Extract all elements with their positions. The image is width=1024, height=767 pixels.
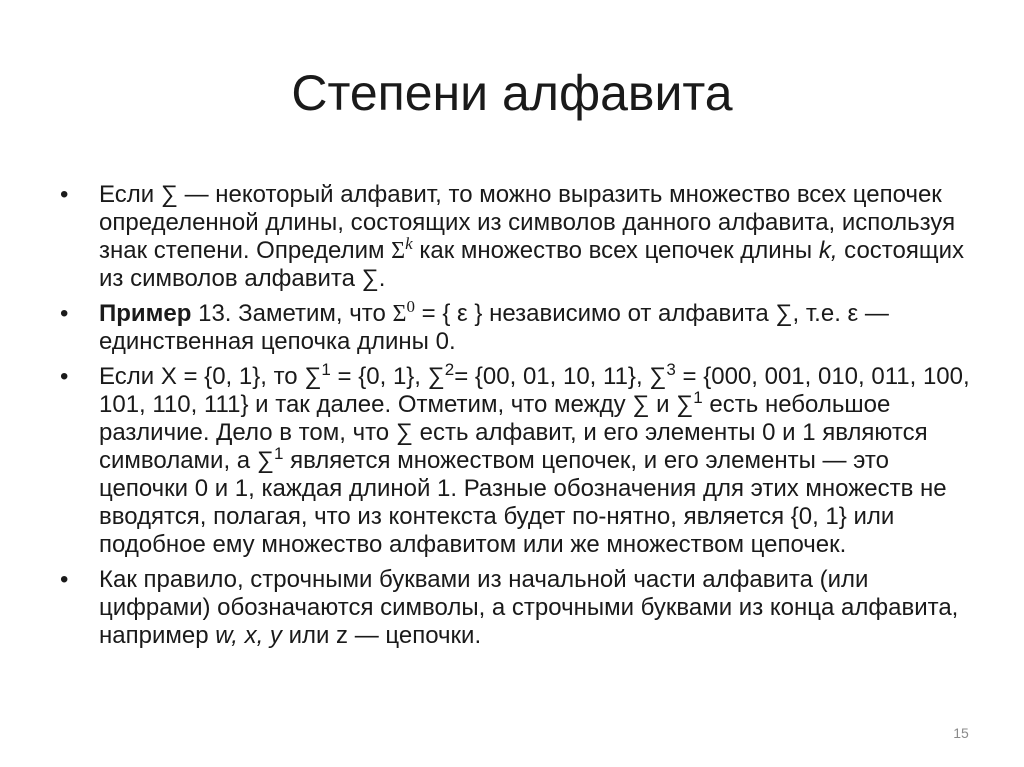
bullet-item: [60, 360, 980, 559]
bullet-list: [60, 181, 980, 657]
bullet-text-run: k: [405, 234, 413, 253]
bullet-text-run: = {000, 001, 010, 011, 100, 101, 110, 111} и так далее. Отметим, что между ∑ и ∑: [99, 363, 970, 418]
bullet-icon: •: [60, 300, 69, 327]
bullet-text-run: = {00, 01, 10, 11}, ∑: [454, 363, 667, 390]
bullet-icon: •: [60, 566, 69, 593]
bullet-text-run: как множество всех цепочек длины: [412, 237, 819, 264]
slide-title: Степени алфавита: [291, 65, 733, 121]
bullet-text-run: 1: [693, 388, 703, 407]
bullet-text-run: Пример: [99, 300, 192, 327]
bullet-text-run: состоящих из символов алфавита ∑.: [99, 237, 965, 292]
bullet-text: [99, 181, 980, 293]
bullet-text: [99, 297, 980, 356]
bullet-text-run: Если X = {0, 1}, то ∑: [99, 363, 322, 390]
bullet-text-run: Как правило, строчными буквами из начальной части алфавита (или цифрами) обозначаются символы, а строчными буквами из конца алфавита, например: [99, 566, 959, 649]
bullet-item: [60, 297, 980, 356]
bullet-text-run: является множеством цепочек, и его элементы — это цепочки 0 и 1, каждая длиной 1. Разные обозначения для этих множеств не вводятся, полагая, что из контекста будет по-нятно, является {0, 1} или подобное ему множество алфавитом или же множеством цепочек.: [99, 447, 947, 558]
bullet-text-run: 2: [444, 360, 455, 379]
bullet-text-run: Σ: [391, 238, 406, 264]
page-number: 15: [953, 725, 969, 741]
bullet-text-run: Если ∑ — некоторый алфавит, то можно выразить множество всех цепочек определенной длины, состоящих из символов данного алфавита, используя знак степени. Определим: [99, 181, 956, 264]
bullet-text-run: есть небольшое различие. Дело в том, что ∑ есть алфавит, и его элементы 0 и 1 являются символами, а ∑: [99, 391, 928, 474]
bullet-text-run: w, x, y: [215, 622, 282, 649]
bullet-text-run: 0: [406, 297, 415, 316]
bullet-text-run: Σ: [392, 301, 407, 327]
bullet-text-run: k,: [818, 237, 838, 264]
bullet-item: [60, 181, 980, 293]
bullet-text: [99, 566, 980, 650]
bullet-icon: •: [60, 363, 69, 390]
bullet-item: [60, 566, 980, 650]
bullet-icon: •: [60, 181, 69, 208]
bullet-text-run: 3: [666, 360, 676, 379]
bullet-text-run: = {0, 1}, ∑: [330, 363, 445, 390]
bullet-text-run: 1: [273, 444, 284, 463]
bullet-text-run: 1: [321, 360, 331, 379]
bullet-text-run: или z — цепочки.: [281, 622, 482, 649]
bullet-text-run: 13. Заметим, что: [191, 300, 393, 327]
bullet-text: [99, 360, 980, 559]
bullet-text-run: = { ε } независимо от алфавита ∑, т.е. ε — единственная цепочка длины 0.: [99, 300, 889, 355]
